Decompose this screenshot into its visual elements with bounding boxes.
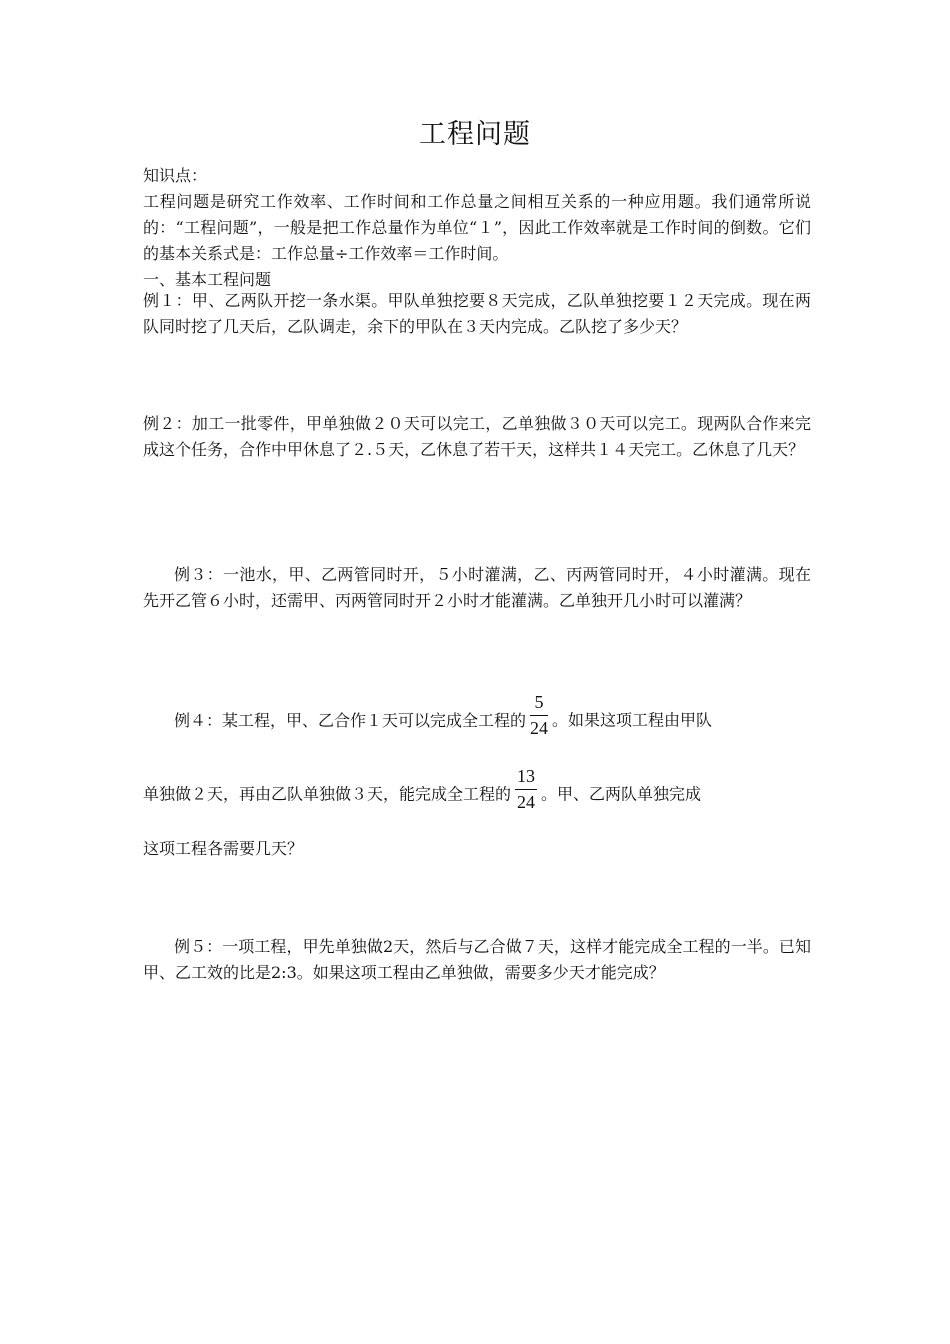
example-1-text: 例１：甲、乙两队开挖一条水渠。甲队单独挖要８天完成，乙队单独挖要１２天完成。现在两队同时挖了几天后，乙队调走，余下的甲队在３天内完成。乙队挖了多少天？ — [143, 291, 811, 336]
example-4-line-1 — [143, 692, 811, 745]
knowledge-section — [143, 163, 811, 293]
fraction-numerator: 5 — [530, 691, 548, 716]
example-4-text-part5: 这项工程各需要几天？ — [143, 839, 304, 858]
fraction-denominator: 24 — [530, 718, 549, 738]
example-5 — [143, 934, 811, 986]
example-4-text-part4: 。甲、乙两队单独完成 — [541, 784, 702, 804]
example-2-text: 例２：加工一批零件，甲单独做２０天可以完工，乙单独做３０天可以完工。现两队合作来完成这个任务，合作中甲休息了２.５天，乙休息了若干天，这样共１４天完工。乙休息了几天？ — [143, 414, 811, 459]
example-4-line-3 — [143, 836, 811, 859]
fraction-13-24 — [515, 765, 537, 813]
example-4-text-part1: 例４：某工程，甲、乙合作１天可以完成全工程的 — [174, 710, 527, 730]
knowledge-text: 工程问题是研究工作效率、工作时间和工作总量之间相互关系的一种应用题。我们通常所说的：“工程问题”，一般是把工作总量作为单位“１”，因此工作效率就是工作时间的倒数。它们的基本关系式是：工作总量÷工作效率＝工作时间。 — [143, 192, 811, 263]
fraction-5-24 — [530, 691, 548, 739]
knowledge-heading: 知识点： — [143, 166, 208, 185]
example-4-line-2 — [143, 766, 811, 819]
example-1 — [143, 288, 811, 340]
example-3 — [143, 562, 811, 614]
example-4-text-part2: 。如果这项工程由甲队 — [552, 710, 713, 730]
example-2 — [143, 411, 811, 463]
page-title: 工程问题 — [419, 119, 531, 150]
example-3-text: 例３：一池水，甲、乙两管同时开，５小时灌满，乙、丙两管同时开，４小时灌满。现在先开乙管６小时，还需甲、丙两管同时开２小时才能灌满。乙单独开几小时可以灌满？ — [143, 565, 811, 610]
fraction-numerator: 13 — [515, 765, 537, 790]
example-4-text-part3: 单独做２天，再由乙队单独做３天，能完成全工程的 — [143, 784, 512, 804]
example-5-text: 例５：一项工程，甲先单独做2天，然后与乙合做７天，这样才能完成全工程的一半。已知甲、乙工效的比是2:3。如果这项工程由乙单独做，需要多少天才能完成？ — [143, 937, 811, 982]
fraction-denominator: 24 — [517, 792, 536, 812]
section-heading: 一、基本工程问题 — [143, 270, 272, 289]
